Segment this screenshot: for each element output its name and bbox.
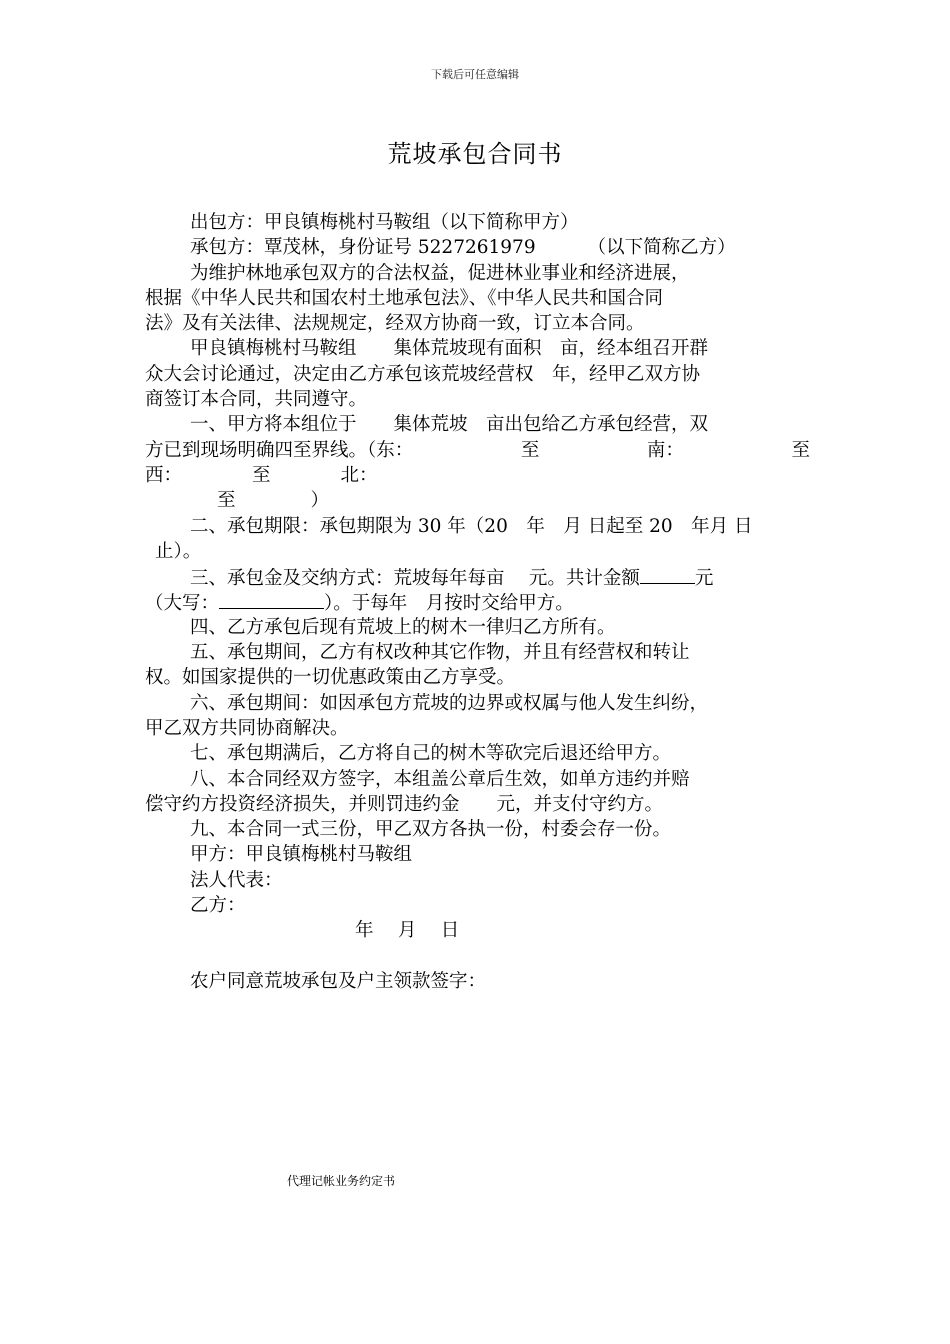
text-segment: 至 <box>520 439 540 461</box>
text-segment: 西： <box>145 464 183 486</box>
text-segment: 南： <box>646 439 684 461</box>
text-line: 出包方：甲良镇梅桃村马鞍组（以下简称甲方） <box>190 212 579 233</box>
text-line: 四、乙方承包后现有荒坡上的树木一律归乙方所有。 <box>190 616 616 638</box>
text-line <box>145 564 810 589</box>
text-line <box>145 235 810 260</box>
text-segment: （大写： <box>145 593 220 615</box>
text-segment: 至 <box>217 490 236 512</box>
text-segment: 元 <box>694 568 714 590</box>
text-line: 权。如国家提供的一切优惠政策由乙方享受。 <box>145 667 516 689</box>
text-line: 止）。 <box>155 540 202 562</box>
text-line: 根据《中华人民共和国农村土地承包法》、《中华人民共和国合同 <box>145 287 664 309</box>
text-segment: 承包方：覃茂林，身份证号 5227261979 <box>190 237 536 259</box>
amount-blank <box>640 564 695 584</box>
text-line: 六、承包期间：如因承包方荒坡的边界或权属与他人发生纠纷， <box>190 692 709 714</box>
text-segment: 方已到现场明确四至界线。（东： <box>145 439 414 461</box>
amount-words-blank <box>219 589 324 609</box>
signature-party-a: 甲方：甲良镇梅桃村马鞍组 <box>190 844 413 866</box>
text-segment: 三、承包金及交纳方式：荒坡每年每亩 元。共计金额 <box>190 568 640 590</box>
text-segment: 至 <box>791 439 810 461</box>
text-line <box>145 589 810 614</box>
text-line <box>145 463 810 488</box>
text-line: 一、甲方将本组位于 集体荒坡 亩出包给乙方承包经营，双 <box>190 414 709 436</box>
text-line: 甲良镇梅桃村马鞍组 集体荒坡现有面积 亩，经本组召开群 <box>190 338 709 360</box>
text-segment: 北： <box>340 464 378 486</box>
text-line: 为维护林地承包双方的合法权益，促进林业事业和经济进展， <box>190 262 690 284</box>
signature-date: 年 月 日 <box>355 920 460 942</box>
contract-body <box>145 210 810 994</box>
text-line: 五、承包期间，乙方有权改种其它作物，并且有经营权和转让 <box>190 642 690 664</box>
text-line: 七、承包期满后，乙方将自己的树木等砍完后退还给甲方。 <box>190 743 672 765</box>
signature-party-b: 乙方： <box>190 895 246 917</box>
text-line <box>145 438 810 463</box>
document-title: 荒坡承包合同书 <box>387 140 563 168</box>
text-segment: 至 <box>252 464 271 486</box>
text-segment: ） <box>310 490 330 512</box>
text-segment: （以下简称乙方） <box>587 237 736 259</box>
text-line <box>145 488 810 513</box>
header-note: 下载后可任意编辑 <box>431 68 519 81</box>
farmer-signature-line: 农户同意荒坡承包及户主领款签字： <box>190 970 487 992</box>
text-line: 众大会讨论通过，决定由乙方承包该荒坡经营权 年，经甲乙双方协 <box>145 363 701 385</box>
text-segment: ）。于每年 月按时交给甲方。 <box>324 593 574 615</box>
text-line: 商签订本合同，共同遵守。 <box>145 389 368 411</box>
text-line: 甲乙双方共同协商解决。 <box>145 717 349 739</box>
signature-legal-rep: 法人代表： <box>190 869 283 891</box>
text-line: 九、本合同一式三份，甲乙双方各执一份，村委会存一份。 <box>190 819 672 841</box>
footer-note: 代理记帐业务约定书 <box>287 1174 396 1188</box>
text-line: 八、本合同经双方签字，本组盖公章后生效，如单方违约并赔 <box>190 768 690 790</box>
text-line: 二、承包期限：承包期限为 30 年（20 年 月 日起至 20 年月 日 <box>190 515 753 537</box>
text-line: 偿守约方投资经济损失，并则罚违约金 元，并支付守约方。 <box>145 793 664 815</box>
text-line: 法》及有关法律、法规规定，经双方协商一致，订立本合同。 <box>145 313 645 335</box>
